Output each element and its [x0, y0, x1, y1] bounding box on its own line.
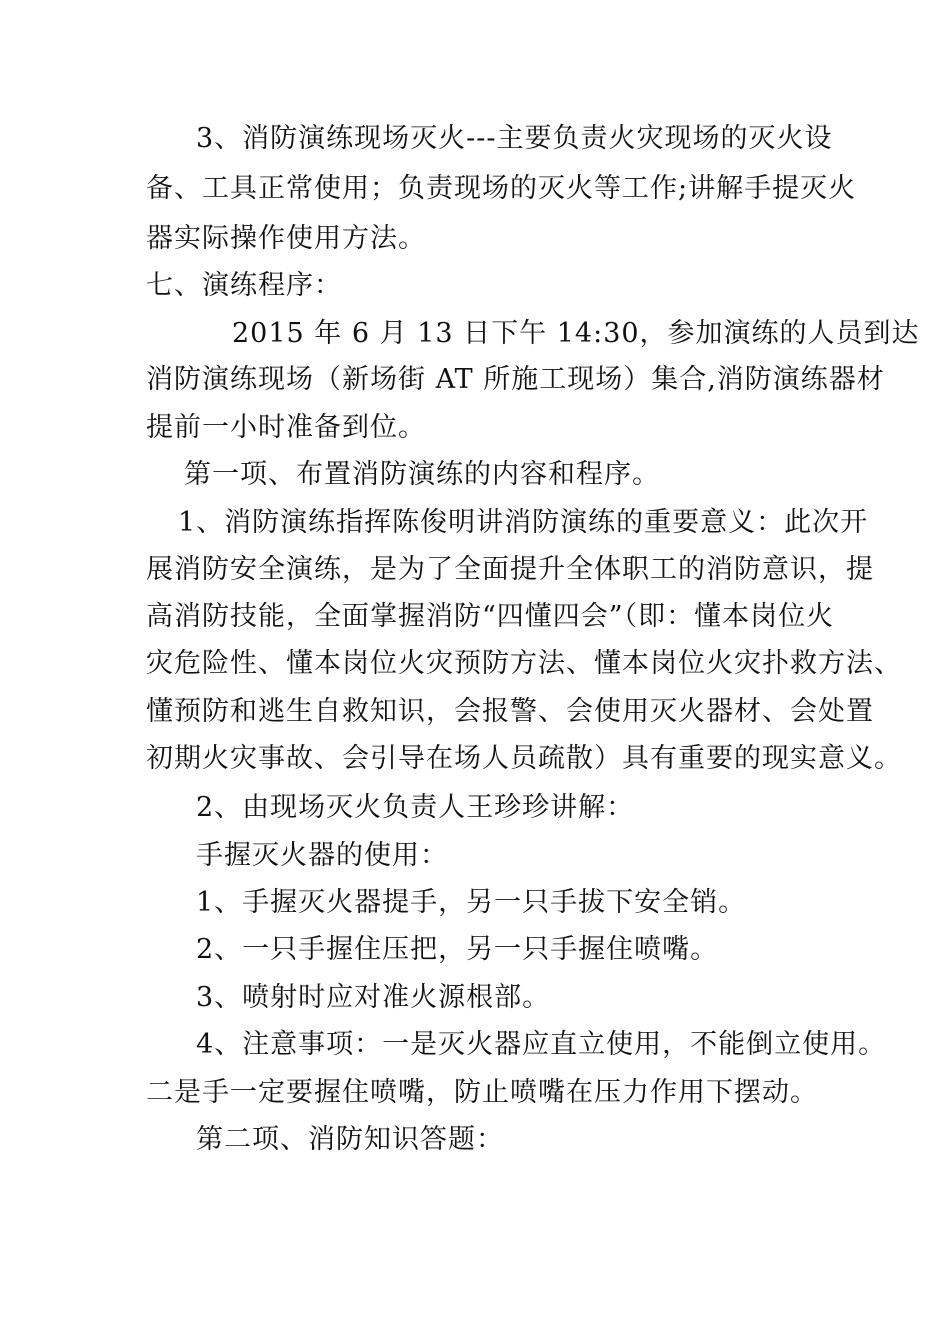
paragraph-line: 器实际操作使用方法。: [146, 223, 426, 254]
paragraph-line: 懂预防和逃生自救知识，会报警、会使用灭火器材、会处置: [146, 696, 874, 727]
paragraph-line: 二是手一定要握住喷嘴，防止喷嘴在压力作用下摆动。: [146, 1077, 818, 1108]
paragraph-line: 2015 年 6 月 13 日下午 14:30，参加演练的人员到达: [232, 318, 920, 349]
paragraph-line: 消防演练现场（新场街 AT 所施工现场）集合,消防演练器材: [146, 364, 885, 395]
section-heading: 七、演练程序：: [146, 270, 342, 301]
paragraph-line: 初期火灾事故、会引导在场人员疏散）具有重要的现实意义。: [146, 743, 902, 774]
list-item: 2、一只手握住压把，另一只手握住喷嘴。: [196, 934, 719, 965]
paragraph-line: 灾危险性、懂本岗位火灾预防方法、懂本岗位火灾扑救方法、: [146, 648, 902, 679]
section-subheading: 第二项、消防知识答题：: [196, 1124, 504, 1155]
paragraph-line: 手握灭火器的使用：: [196, 840, 448, 871]
paragraph-line: 展消防安全演练，是为了全面提升全体职工的消防意识，提: [146, 554, 874, 585]
list-item: 4、注意事项：一是灭火器应直立使用，不能倒立使用。: [196, 1029, 887, 1060]
list-item: 1、手握灭火器提手，另一只手拔下安全销。: [196, 887, 747, 918]
paragraph-line: 提前一小时准备到位。: [146, 412, 426, 443]
paragraph-line: 2、由现场灭火负责人王珍珍讲解：: [196, 792, 635, 823]
paragraph-line: 备、工具正常使用；负责现场的灭火等工作;讲解手提灭火: [146, 173, 857, 204]
paragraph-line: 3、消防演练现场灭火---主要负责火灾现场的灭火设: [196, 123, 833, 154]
paragraph-line: 高消防技能，全面掌握消防“四懂四会”（即：懂本岗位火: [146, 601, 835, 632]
list-item: 3、喷射时应对准火源根部。: [196, 982, 551, 1013]
paragraph-line: 1、消防演练指挥陈俊明讲消防演练的重要意义：此次开: [178, 507, 869, 538]
section-subheading: 第一项、布置消防演练的内容和程序。: [184, 459, 660, 490]
